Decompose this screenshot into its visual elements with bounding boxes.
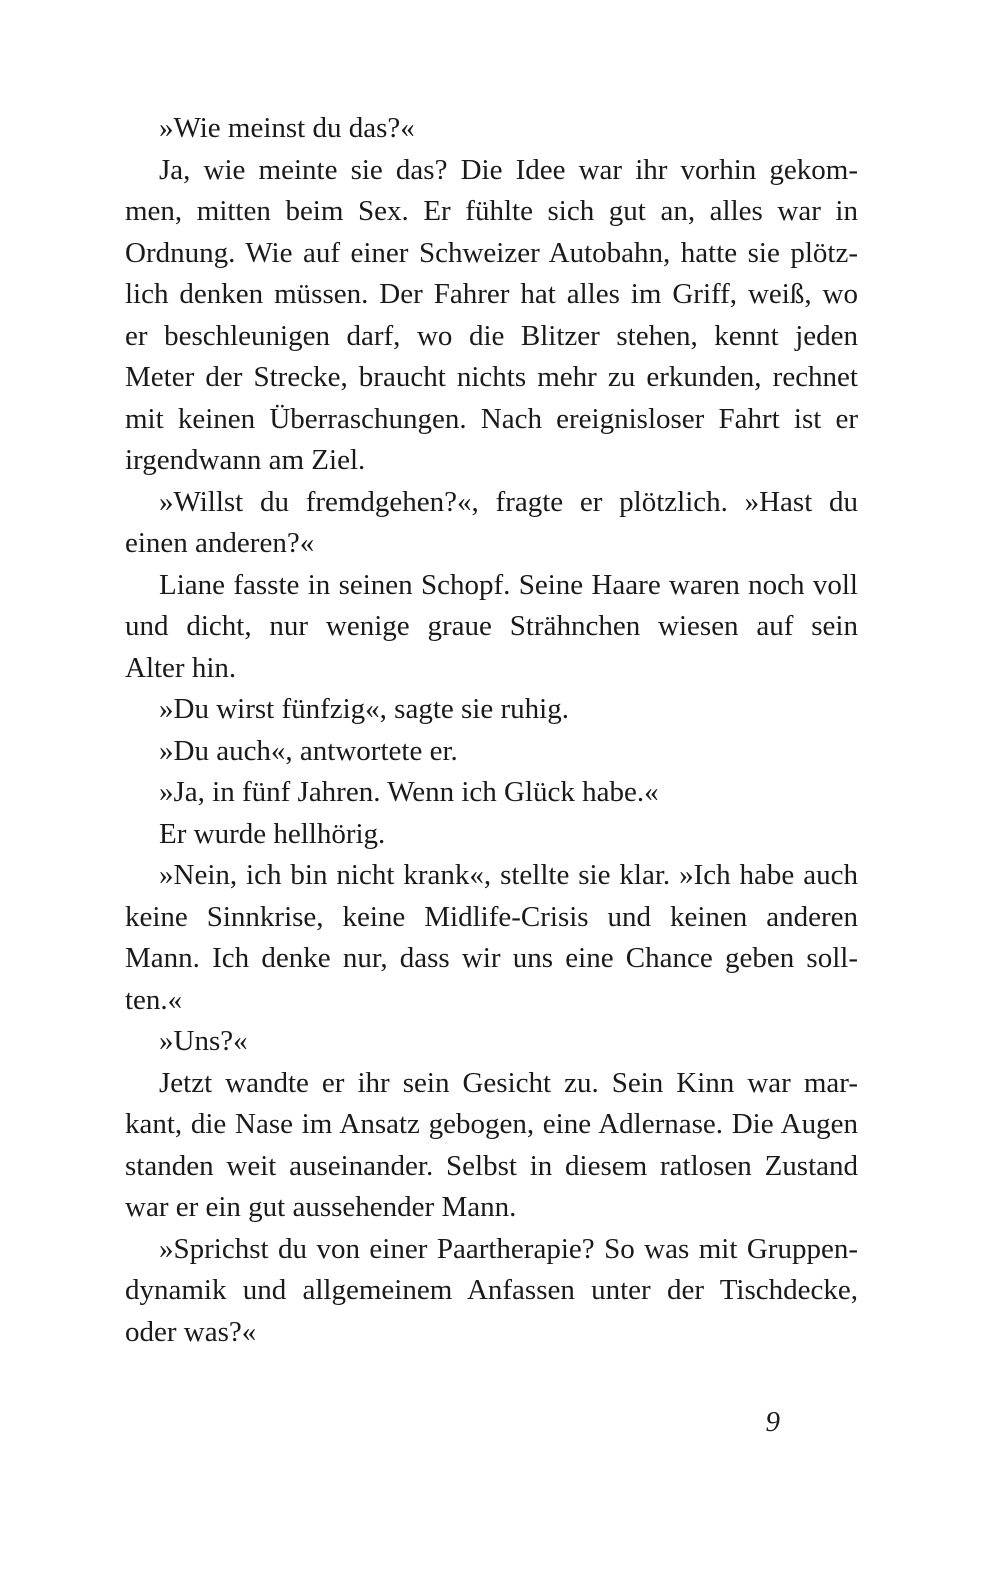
text-line: Meter der Strecke, braucht nichts mehr zu erkunden, rechnet: [125, 361, 858, 393]
text-line: mit keinen Überraschungen. Nach ereignisloser Fahrt ist er: [125, 402, 858, 435]
text-line: Ja, wie meinte sie das? Die Idee war ihr vorhin gekom-: [159, 153, 858, 186]
text-line: »Wie meinst du das?«: [159, 112, 415, 144]
text-line: Er wurde hellhörig.: [159, 817, 386, 850]
text-line: oder was?«: [125, 1315, 257, 1348]
text-line: kant, die Nase im Ansatz gebogen, eine Adlernase. Die Augen: [125, 1108, 858, 1140]
text-line: »Du auch«, antwortete er.: [159, 734, 458, 767]
text-line: dynamik und allgemeinem Anfassen unter der Tischdecke,: [125, 1274, 858, 1306]
text-line: und dicht, nur wenige graue Strähnchen wiesen auf sein: [125, 610, 858, 642]
text-line: »Du wirst fünfzig«, sagte sie ruhig.: [159, 693, 569, 725]
text-line: lich denken müssen. Der Fahrer hat alles im Griff, weiß, wo: [125, 278, 858, 310]
text-line: »Uns?«: [159, 1025, 248, 1057]
text-line: Alter hin.: [125, 651, 237, 684]
text-line: »Ja, in fünf Jahren. Wenn ich Glück habe.«: [159, 776, 659, 808]
body-text: [125, 108, 858, 1353]
text-line: »Willst du fremdgehen?«, fragte er plötzlich. »Hast du: [159, 485, 858, 518]
text-line: men, mitten beim Sex. Er fühlte sich gut an, alles war in: [125, 195, 858, 227]
text-line: standen weit auseinander. Selbst in diesem ratlosen Zustand: [125, 1149, 858, 1182]
text-line: keine Sinnkrise, keine Midlife-Crisis und keinen anderen: [125, 900, 858, 933]
text-line: Mann. Ich denke nur, dass wir uns eine Chance geben soll-: [125, 942, 858, 974]
text-line: einen anderen?«: [125, 527, 315, 559]
page-number: 9: [765, 1406, 780, 1438]
text-line: Liane fasste in seinen Schopf. Seine Haare waren noch voll: [159, 568, 858, 601]
text-line: er beschleunigen darf, wo die Blitzer stehen, kennt jeden: [125, 319, 858, 352]
text-line: Ordnung. Wie auf einer Schweizer Autobahn, hatte sie plötz-: [125, 236, 858, 269]
text-line: ten.«: [125, 983, 183, 1016]
text-line: »Sprichst du von einer Paartherapie? So was mit Gruppen-: [159, 1232, 858, 1265]
text-line: irgendwann am Ziel.: [125, 444, 366, 476]
text-line: Jetzt wandte er ihr sein Gesicht zu. Sein Kinn war mar-: [159, 1066, 858, 1099]
text-line: war er ein gut aussehender Mann.: [125, 1191, 517, 1223]
text-line: »Nein, ich bin nicht krank«, stellte sie klar. »Ich habe auch: [159, 859, 858, 891]
